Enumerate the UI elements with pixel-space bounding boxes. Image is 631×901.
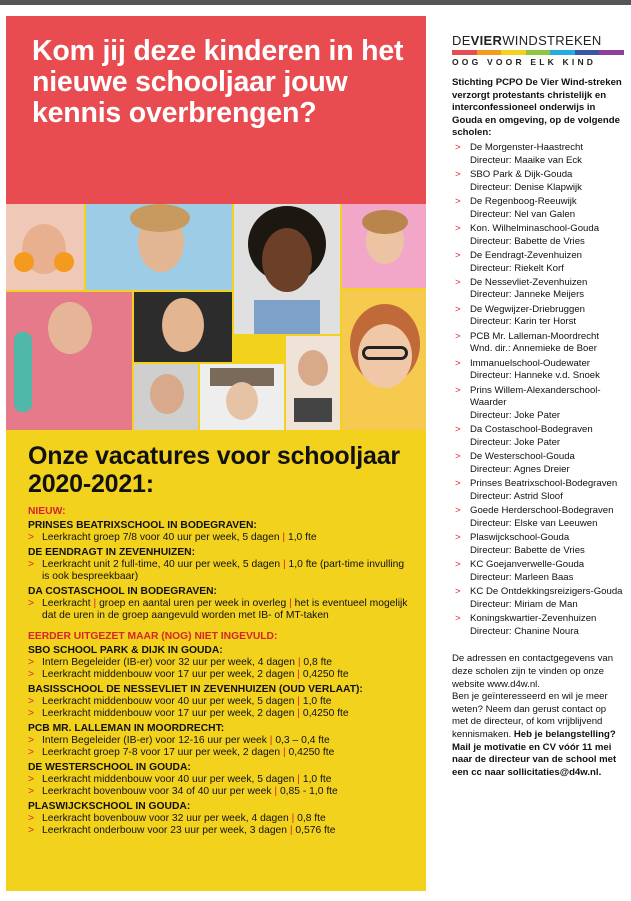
school-list-item xyxy=(452,250,624,275)
contact-p2: Ben je geïnteresseerd en wil je meer weten? Neem dan gerust contact op met de directeur, of kom vrijblijvend kennismaken. xyxy=(452,691,608,741)
vacancy-text: 0,4250 fte xyxy=(288,747,335,758)
school-name: Prinses Beatrixschool-Bodegraven xyxy=(470,478,618,490)
logo-part-vier: VIER xyxy=(470,33,503,48)
vacancy-item xyxy=(28,669,412,682)
separator: | xyxy=(282,747,289,758)
bullet-icon: > xyxy=(455,222,461,234)
vacancy-school-name: DA COSTASCHOOL IN BODEGRAVEN: xyxy=(28,585,217,597)
top-bar xyxy=(0,0,631,5)
bullet-icon: > xyxy=(455,384,461,396)
logo-color-segment xyxy=(452,50,477,55)
school-director: Directeur: Babette de Vries xyxy=(470,544,585,556)
separator: | xyxy=(297,669,303,680)
logo-color-bar xyxy=(452,50,624,55)
vacancy-item xyxy=(28,696,412,709)
vacancy-text: 1,0 fte xyxy=(302,695,332,707)
vacancy-item xyxy=(28,559,412,584)
vacancy-school-name: PCB MR. LALLEMAN IN MOORDRECHT: xyxy=(28,722,225,734)
vacancy-text: groep en aantal uren per week in overleg xyxy=(99,597,290,609)
school-list-item xyxy=(452,358,624,383)
school-name: De Morgenster-Haastrecht xyxy=(470,141,584,153)
school-list-item xyxy=(452,304,624,329)
separator: | xyxy=(274,786,280,797)
bullet-icon: > xyxy=(455,141,461,153)
vacancy-text: Leerkracht middenbouw voor 40 uur per week, 5 dagen xyxy=(42,773,298,785)
logo-color-segment xyxy=(477,50,502,55)
separator: | xyxy=(93,597,100,609)
school-name: De Westerschool-Gouda xyxy=(470,451,575,463)
bullet-icon: > xyxy=(455,613,461,625)
bullet-icon: > xyxy=(455,532,461,544)
logo-color-segment xyxy=(599,50,624,55)
vacancy-text: Intern Begeleider (IB-er) voor 32 uur per week, 4 dagen xyxy=(42,656,298,668)
school-director: Wnd. dir.: Annemieke de Boer xyxy=(470,343,597,355)
vacancy-text: Leerkracht groep 7-8 voor 17 uur per week, 2 dagen xyxy=(42,747,283,758)
school-name: Prins Willem-Alexanderschool-Waarder xyxy=(470,384,601,409)
school-director: Directeur: Maaike van Eck xyxy=(470,154,582,166)
bullet-icon: > xyxy=(28,558,35,570)
logo-part-windstreken: WINDSTREKEN xyxy=(502,33,602,48)
logo-color-segment xyxy=(575,50,600,55)
school-name: Kon. Wilhelminaschool-Gouda xyxy=(470,222,600,234)
bullet-icon: > xyxy=(455,330,461,342)
group-label: NIEUW: xyxy=(28,506,66,517)
bullet-icon: > xyxy=(455,303,461,315)
headline: Kom jij deze kinderen in het nieuwe schooljaar jouw kennis overbrengen? xyxy=(32,35,404,129)
school-director: Directeur: Joke Pater xyxy=(470,437,561,448)
vacancy-text: Leerkracht middenbouw voor 17 uur per week, 2 dagen xyxy=(42,669,298,680)
separator: | xyxy=(297,695,303,707)
school-name: PCB Mr. Lalleman-Moordrecht xyxy=(470,330,600,342)
school-list-item xyxy=(452,559,624,584)
logo-tagline: OOG VOOR ELK KIND xyxy=(452,57,597,67)
separator: | xyxy=(297,773,303,785)
school-director: Directeur: Astrid Sloof xyxy=(470,490,563,502)
group-label: EERDER UITGEZET MAAR (NOG) NIET INGEVULD: xyxy=(28,630,278,642)
vacancy-text: Leerkracht groep 7/8 voor 40 uur per week, 5 dagen xyxy=(42,532,283,543)
vacancy-text: het is eventueel mogelijk dat de uren in de groep aangevuld worden met IB- of MT-taken xyxy=(42,597,408,621)
school-list-item xyxy=(452,478,624,503)
photo-boy-angry xyxy=(134,364,198,430)
logo-color-segment xyxy=(501,50,526,55)
logo-part-de: DE xyxy=(452,33,471,48)
school-director: Directeur: Karin ter Horst xyxy=(470,316,577,328)
contact-p3: Heb je belangstelling? Mail je motivatie en CV vóór 11 mei naar de directeur van de school met een cc naar sollicitaties@d4w.nl. xyxy=(452,729,617,778)
vacancy-item xyxy=(28,825,412,838)
separator: | xyxy=(269,734,276,746)
school-director: Directeur: Riekelt Korf xyxy=(470,262,564,274)
vacancy-text: Leerkracht bovenbouw voor 32 uur per week, 4 dagen xyxy=(42,812,292,824)
separator: | xyxy=(289,825,296,836)
bullet-icon: > xyxy=(28,656,35,668)
vacancy-text: Leerkracht onderbouw voor 23 uur per week, 3 dagen xyxy=(42,825,290,836)
poster-right-column xyxy=(452,34,624,779)
vacatures-section xyxy=(6,430,426,891)
separator: | xyxy=(297,656,304,668)
school-name: De Regenboog-Reeuwijk xyxy=(470,195,577,207)
photo-girl-pink xyxy=(342,204,426,288)
school-list-item xyxy=(452,223,624,248)
school-list-item xyxy=(452,532,624,557)
vacancy-item xyxy=(28,532,412,545)
school-name: Da Costaschool-Bodegraven xyxy=(470,424,593,436)
bullet-icon: > xyxy=(455,357,461,369)
vacancy-text: Leerkracht middenbouw voor 17 uur per week, 2 dagen xyxy=(42,708,298,719)
vacancy-text: Leerkracht xyxy=(42,597,94,609)
bullet-icon: > xyxy=(28,532,35,543)
school-list-item xyxy=(452,424,624,449)
school-list-item xyxy=(452,142,624,167)
vacancy-text: 0,3 – 0,4 fte xyxy=(275,734,330,746)
poster-left-column xyxy=(6,16,426,891)
vacancy-text: 0,576 fte xyxy=(295,825,336,836)
children-photo-collage xyxy=(6,204,426,430)
bullet-icon: > xyxy=(28,773,35,785)
vacancy-item xyxy=(28,657,412,670)
school-list-item xyxy=(452,169,624,194)
school-director: Directeur: Janneke Meijers xyxy=(470,289,585,301)
vacancy-school-name: SBO SCHOOL PARK & DIJK IN GOUDA: xyxy=(28,644,223,656)
vacancy-item xyxy=(28,786,412,799)
vacancy-item xyxy=(28,813,412,826)
bullet-icon: > xyxy=(28,734,35,746)
bullet-icon: > xyxy=(455,478,461,490)
vacancy-text: 0,85 - 1,0 fte xyxy=(279,786,338,797)
contact-text xyxy=(452,653,624,779)
vacancy-text: Leerkracht middenbouw voor 40 uur per week, 5 dagen xyxy=(42,695,298,707)
bullet-icon: > xyxy=(28,708,35,719)
vacancy-item xyxy=(28,598,412,623)
photo-girl-oranges xyxy=(6,204,84,290)
bullet-icon: > xyxy=(28,695,35,707)
school-name: Koningskwartier-Zevenhuizen xyxy=(470,613,597,625)
vacatures-title: Onze vacatures voor schooljaar 2020-2021: xyxy=(28,442,400,498)
photo-girl-skateboard xyxy=(6,292,132,430)
vacancy-school-name: BASISSCHOOL DE NESSEVLIET IN ZEVENHUIZEN (OUD VERLAAT): xyxy=(28,683,363,695)
bullet-icon: > xyxy=(455,276,461,288)
school-director: Directeur: Marleen Baas xyxy=(470,571,574,583)
bullet-icon: > xyxy=(28,812,35,824)
vacancy-item xyxy=(28,747,412,760)
school-director: Directeur: Nel van Galen xyxy=(470,208,576,220)
separator: | xyxy=(289,597,295,609)
vacancy-text: 0,4250 fte xyxy=(302,669,349,680)
vacancy-school-name: PRINSES BEATRIXSCHOOL IN BODEGRAVEN: xyxy=(28,520,257,531)
school-name: Goede Herderschool-Bodegraven xyxy=(470,505,614,517)
photo-girl-smiling xyxy=(234,204,340,334)
photo-girl-glasses xyxy=(342,290,426,430)
logo-color-segment xyxy=(526,50,551,55)
separator: | xyxy=(282,532,288,543)
school-director: Directeur: Agnes Dreier xyxy=(470,463,570,475)
school-name: Plaswijckschool-Gouda xyxy=(470,532,570,544)
vacancy-text: 1,0 fte xyxy=(287,532,317,543)
earlier-vacancies xyxy=(28,630,412,838)
school-list-item xyxy=(452,586,624,611)
school-list-item xyxy=(452,277,624,302)
school-list-item xyxy=(452,331,624,356)
bullet-icon: > xyxy=(455,249,461,261)
vacancy-item xyxy=(28,774,412,787)
school-name: De Eendragt-Zevenhuizen xyxy=(470,249,582,261)
bullet-icon: > xyxy=(455,195,461,207)
school-director: Directeur: Elske van Leeuwen xyxy=(470,517,598,529)
bullet-icon: > xyxy=(455,451,461,463)
bullet-icon: > xyxy=(28,669,35,680)
separator: | xyxy=(282,558,289,570)
vacancy-school-name: PLASWIJCKSCHOOL IN GOUDA: xyxy=(28,800,191,812)
school-list-item xyxy=(452,451,624,476)
vacancy-text: 1,0 fte (part-time invulling is ook bespreekbaar) xyxy=(42,558,405,582)
school-name: Immanuelschool-Oudewater xyxy=(470,357,590,369)
school-director: Directeur: Miriam de Man xyxy=(470,598,578,610)
school-director: Directeur: Denise Klapwijk xyxy=(470,181,582,193)
school-list-item xyxy=(452,505,624,530)
school-list-item xyxy=(452,196,624,221)
bullet-icon: > xyxy=(455,505,461,517)
school-name: SBO Park & Dijk-Gouda xyxy=(470,168,573,180)
school-director: Directeur: Hanneke v.d. Snoek xyxy=(470,370,600,382)
separator: | xyxy=(291,812,298,824)
headline-banner xyxy=(6,16,426,204)
logo-color-segment xyxy=(550,50,575,55)
photo-girl-bubbles xyxy=(86,204,232,290)
school-name: De Nessevliet-Zevenhuizen xyxy=(470,276,588,288)
bullet-icon: > xyxy=(455,559,461,571)
photo-boy-serious xyxy=(134,292,232,362)
photo-girl-book xyxy=(200,364,284,430)
bullet-icon: > xyxy=(455,168,461,180)
photo-girl-tablet xyxy=(286,336,340,430)
school-name: De Wegwijzer-Driebruggen xyxy=(470,303,585,315)
vacancy-school-name: DE WESTERSCHOOL IN GOUDA: xyxy=(28,761,191,773)
bullet-icon: > xyxy=(28,825,35,836)
school-list-item xyxy=(452,613,624,638)
school-name: KC Goejanverwelle-Gouda xyxy=(470,559,585,571)
vacancy-text: Leerkracht bovenbouw voor 34 of 40 uur per week xyxy=(42,786,275,797)
school-name: KC De Ontdekkingsreizigers-Gouda xyxy=(470,586,623,598)
bullet-icon: > xyxy=(28,597,35,609)
vacancy-text: Intern Begeleider (IB-er) voor 12-16 uur per week xyxy=(42,734,270,746)
bullet-icon: > xyxy=(455,424,461,436)
logo xyxy=(452,34,624,48)
vacancy-text: 0,8 fte xyxy=(297,812,326,824)
bullet-icon: > xyxy=(28,786,35,797)
vacancy-text: 0,8 fte xyxy=(303,656,333,668)
separator: | xyxy=(297,708,303,719)
school-director: Directeur: Chanine Noura xyxy=(470,625,579,637)
vacancy-text: Leerkracht unit 2 full-time, 40 uur per week, 5 dagen xyxy=(42,558,283,570)
vacancy-school-name: DE EENDRAGT IN ZEVENHUIZEN: xyxy=(28,546,196,558)
school-director: Directeur: Babette de Vries xyxy=(470,235,585,247)
school-list-item xyxy=(452,385,624,423)
vacancy-text: 1,0 fte xyxy=(302,773,332,785)
new-vacancies xyxy=(28,505,412,623)
intro-text: Stichting PCPO De Vier Wind-streken verzorgt protestants christelijk en interconfessioneel onderwijs in Gouda en omgeving, op de volgende scholen: xyxy=(452,77,622,139)
vacancy-item xyxy=(28,735,412,748)
school-director: Directeur: Joke Pater xyxy=(470,410,561,422)
contact-p1: De adressen en contactgegevens van deze scholen zijn te vinden op onze website www.d4w.nl. xyxy=(452,653,614,690)
vacancy-item xyxy=(28,708,412,721)
bullet-icon: > xyxy=(28,747,35,758)
bullet-icon: > xyxy=(455,586,461,598)
school-list xyxy=(452,142,624,639)
vacancy-text: 0,4250 fte xyxy=(302,708,349,719)
